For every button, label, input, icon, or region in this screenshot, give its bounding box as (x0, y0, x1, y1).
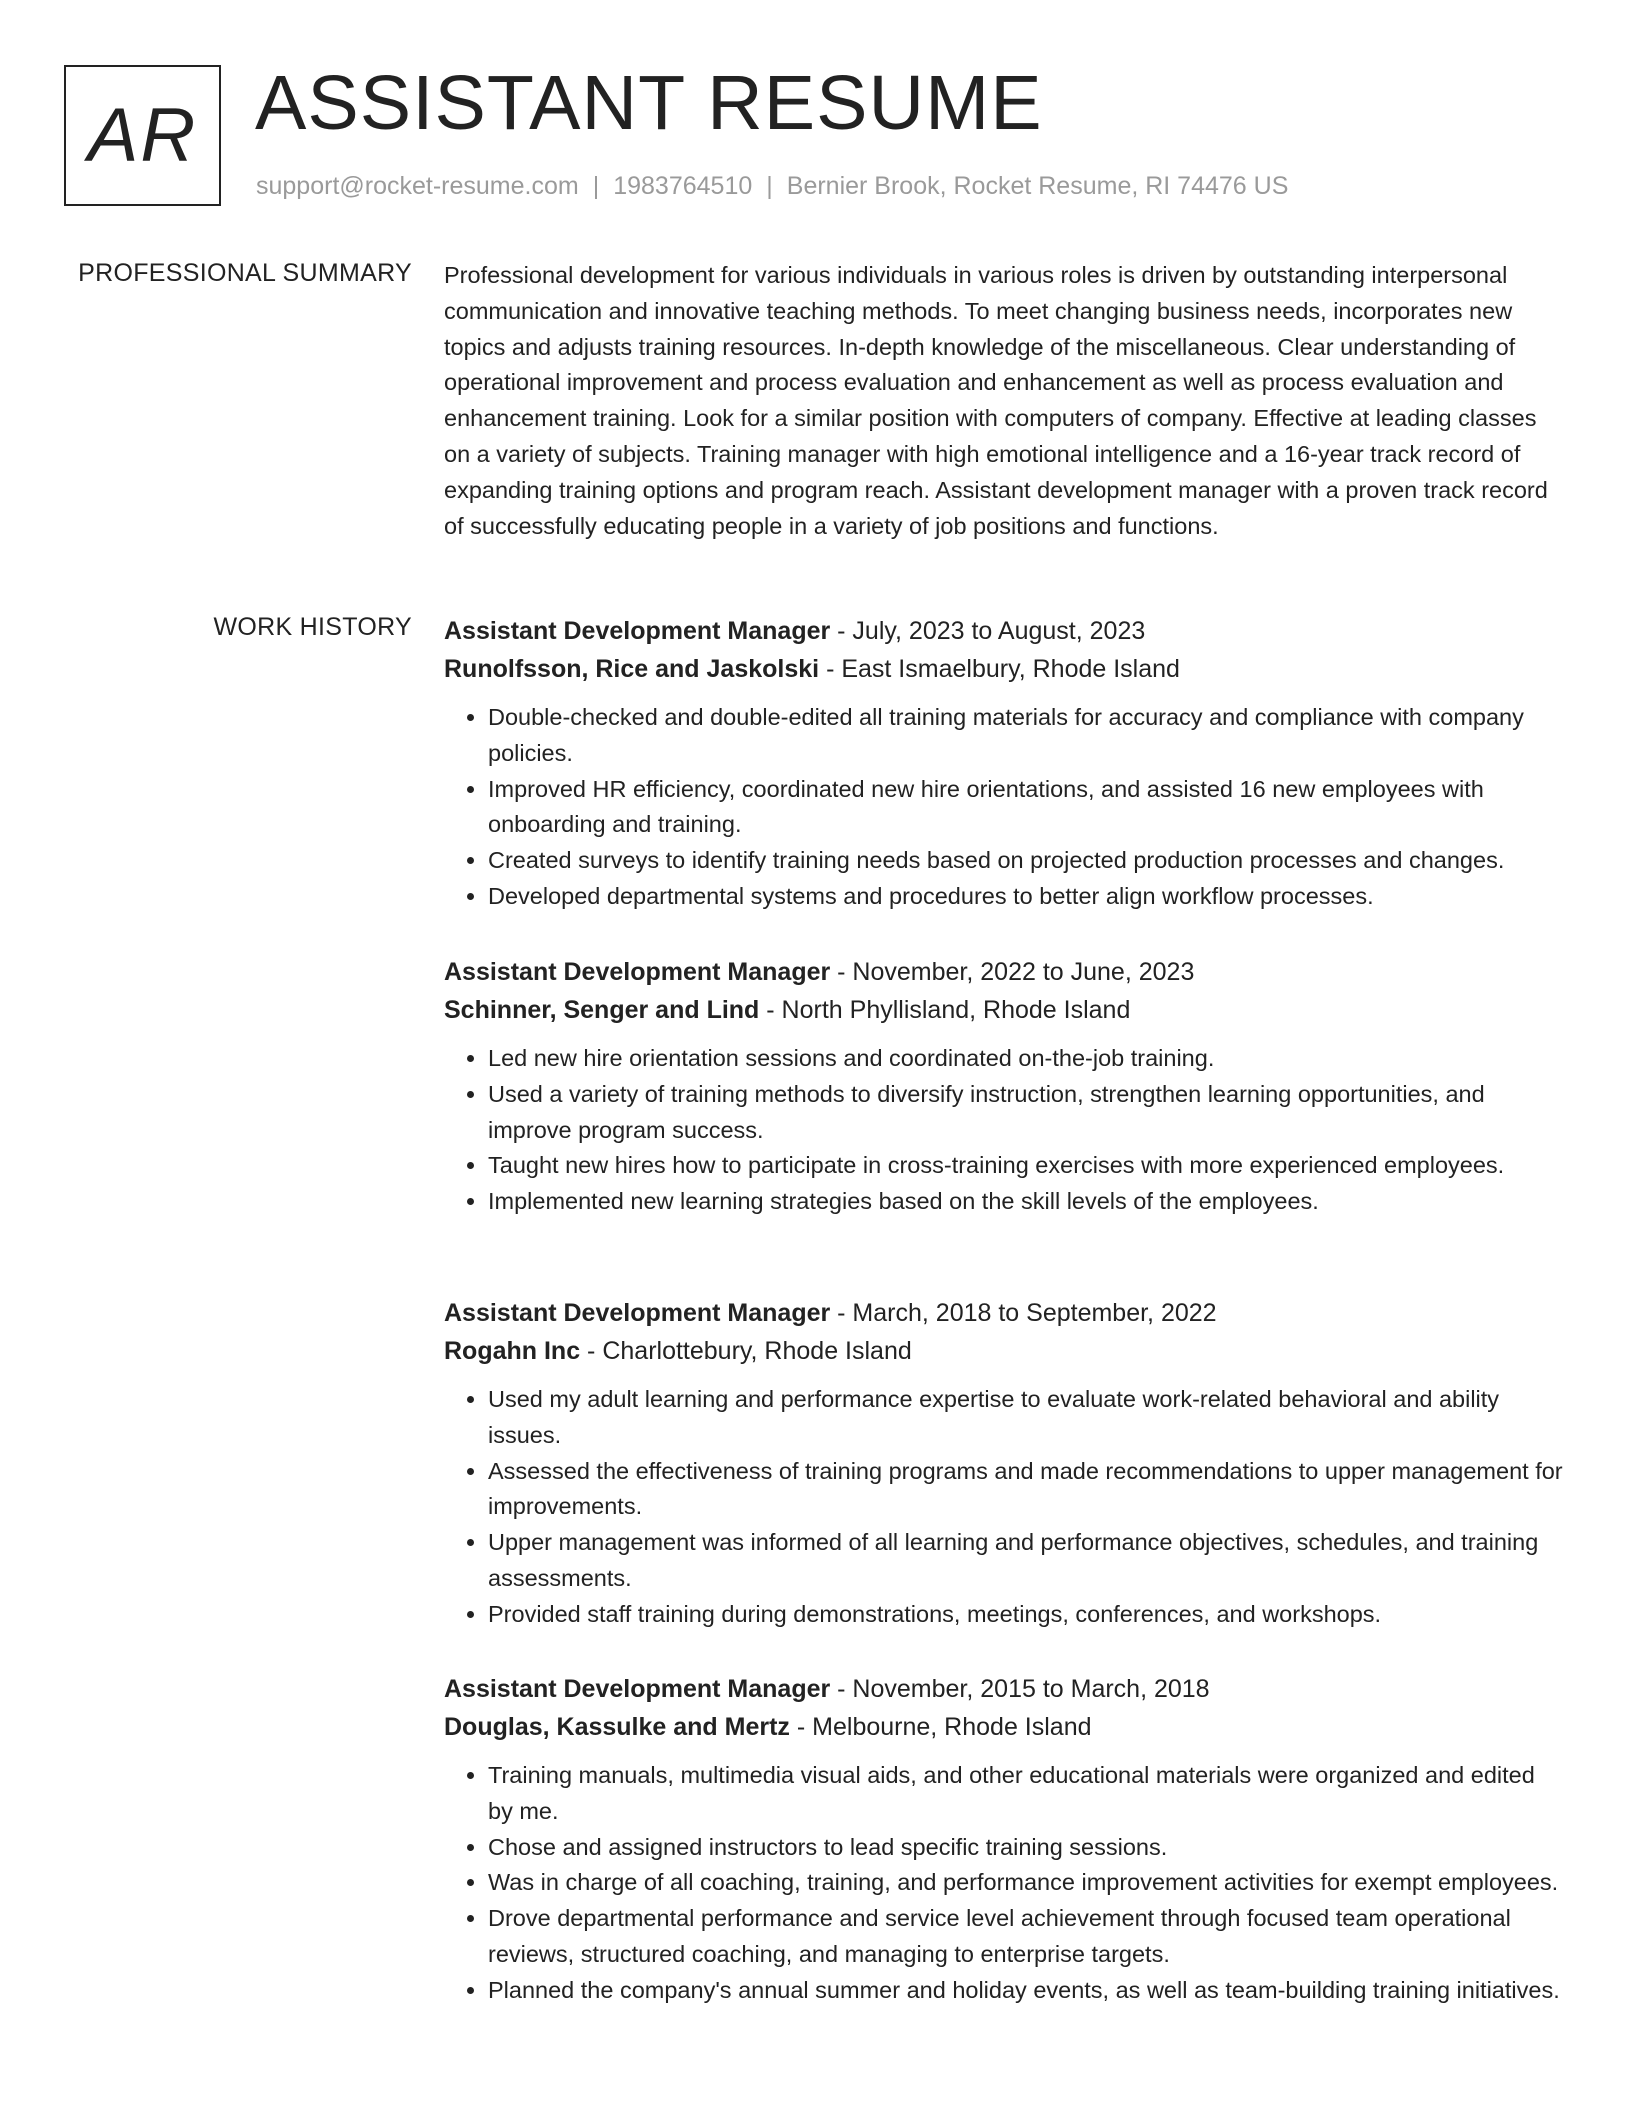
contact-separator: | (766, 172, 773, 200)
job-bullet-list (444, 700, 1564, 915)
job-company-line (444, 1708, 1564, 1746)
summary-text: Professional development for various individuals in various roles is driven by outstanding interpersonal communication and innovative teaching methods. To meet changing business needs, incorporates new topics and adjusts training resources. In-depth knowledge of the miscellaneous. Clear understanding of operational improvement and process evaluation and enhancement as well as process evaluation and enhancement training. Look for a similar position with computers of company. Effective at leading classes on a variety of subjects. Training manager with high emotional intelligence and a 16-year track record of expanding training options and program reach. Assistant development manager with a proven track record of successfully educating people in a variety of job positions and functions. (444, 262, 1548, 539)
job-company-line (444, 650, 1564, 688)
job-company: Douglas, Kassulke and Mertz (444, 1713, 790, 1741)
job-bullet: • Used my adult learning and performance expertise to evaluate work-related behavioral and ability issues. (488, 1382, 1564, 1454)
job-title-line (444, 1294, 1564, 1332)
job-bullet: • Provided staff training during demonstrations, meetings, conferences, and workshops. (488, 1597, 1564, 1633)
job-bullet: • Developed departmental systems and procedures to better align workflow processes. (488, 879, 1564, 915)
resume-header (64, 60, 1568, 210)
section-heading: WORK HISTORY (213, 613, 412, 641)
job-entry (444, 953, 1564, 1220)
job-bullet: • Created surveys to identify training needs based on projected production processes and changes. (488, 843, 1564, 879)
monogram-box (64, 65, 221, 206)
job-company: Schinner, Senger and Lind (444, 996, 760, 1024)
job-location: - East Ismaelbury, Rhode Island (819, 655, 1180, 683)
contact-email: support@rocket-resume.com (256, 172, 579, 200)
job-location: - North Phyllisland, Rhode Island (759, 996, 1131, 1024)
job-company-line (444, 991, 1564, 1029)
job-bullet: • Drove departmental performance and service level achievement through focused team operational reviews, structured coaching, and managing to enterprise targets. (488, 1901, 1564, 1973)
job-bullet: • Chose and assigned instructors to lead specific training sessions. (488, 1830, 1564, 1866)
job-title-line (444, 953, 1564, 991)
job-entry (444, 1670, 1564, 2009)
job-bullet: • Led new hire orientation sessions and coordinated on-the-job training. (488, 1041, 1564, 1077)
job-company: Rogahn Inc (444, 1337, 581, 1365)
job-company-line (444, 1332, 1564, 1370)
job-bullet: • Planned the company's annual summer and holiday events, as well as team-building training initiatives. (488, 1973, 1564, 2009)
job-bullet-list (444, 1041, 1564, 1220)
job-bullet: • Was in charge of all coaching, training, and performance improvement activities for exempt employees. (488, 1865, 1564, 1901)
job-bullet: • Used a variety of training methods to diversify instruction, strengthen learning opportunities, and improve program success. (488, 1077, 1564, 1149)
job-bullet: • Improved HR efficiency, coordinated new hire orientations, and assisted 16 new employees with onboarding and training. (488, 772, 1564, 844)
job-dates: - July, 2023 to August, 2023 (830, 617, 1146, 645)
contact-separator: | (592, 172, 600, 200)
monogram-initials: AR (87, 93, 198, 178)
contact-line (256, 172, 1288, 201)
job-bullet: • Assessed the effectiveness of training programs and made recommendations to upper management for improvements. (488, 1454, 1564, 1526)
job-dates: - November, 2022 to June, 2023 (830, 958, 1195, 986)
section-heading: PROFESSIONAL SUMMARY (78, 259, 412, 287)
job-dates: - March, 2018 to September, 2022 (830, 1299, 1217, 1327)
job-title: Assistant Development Manager (444, 958, 831, 986)
job-bullet: • Taught new hires how to participate in cross-training exercises with more experienced employees. (488, 1148, 1564, 1184)
job-bullet: • Training manuals, multimedia visual aids, and other educational materials were organized and edited by me. (488, 1758, 1564, 1830)
job-bullet: • Implemented new learning strategies based on the skill levels of the employees. (488, 1184, 1564, 1220)
contact-address: Bernier Brook, Rocket Resume, RI 74476 US (786, 172, 1289, 200)
job-entry (444, 1294, 1564, 1633)
job-title: Assistant Development Manager (444, 1675, 831, 1703)
job-bullet: • Double-checked and double-edited all training materials for accuracy and compliance with company policies. (488, 700, 1564, 772)
job-title: Assistant Development Manager (444, 617, 831, 645)
contact-phone: 1983764510 (613, 172, 753, 200)
job-bullet-list (444, 1382, 1564, 1633)
job-location: - Charlottebury, Rhode Island (580, 1337, 912, 1365)
job-title-line (444, 1670, 1564, 1708)
job-company: Runolfsson, Rice and Jaskolski (444, 655, 820, 683)
job-bullet-list (444, 1758, 1564, 2009)
resume-name: ASSISTANT RESUME (255, 60, 1043, 146)
job-entry (444, 612, 1564, 915)
job-dates: - November, 2015 to March, 2018 (830, 1675, 1210, 1703)
job-location: - Melbourne, Rhode Island (789, 1713, 1092, 1741)
job-title: Assistant Development Manager (444, 1299, 831, 1327)
job-bullet: • Upper management was informed of all learning and performance objectives, schedules, and training assessments. (488, 1525, 1564, 1597)
job-title-line (444, 612, 1564, 650)
